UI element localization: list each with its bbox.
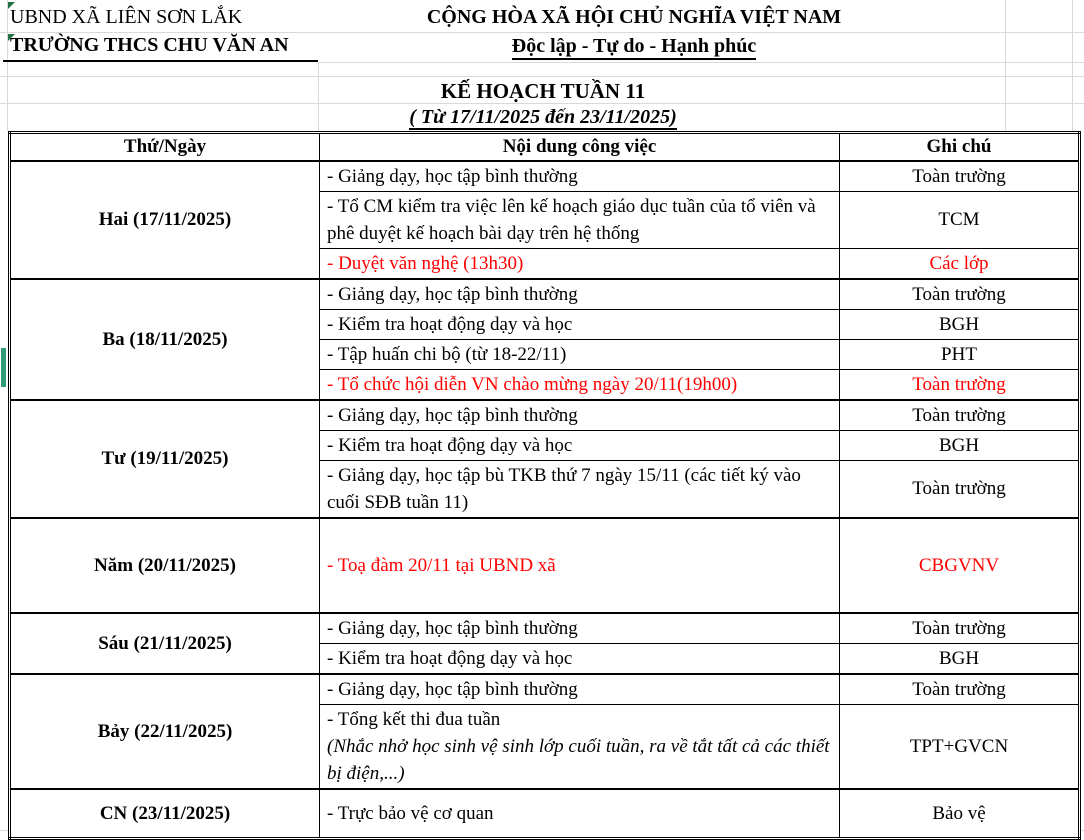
day-cell[interactable]: Năm (20/11/2025)	[10, 518, 320, 613]
task-cell[interactable]	[320, 369, 840, 400]
table-body	[10, 161, 1080, 839]
task-text: - Giảng dạy, học tập bình thường	[327, 404, 578, 426]
table-row	[10, 518, 1080, 613]
task-cell[interactable]	[320, 789, 840, 839]
column-header-content[interactable]: Nội dung công việc	[320, 133, 840, 161]
selection-indicator	[1, 348, 6, 387]
letterhead-left	[3, 3, 318, 62]
note-cell[interactable]: Các lớp	[840, 248, 1080, 279]
note-cell[interactable]: BGH	[840, 309, 1080, 339]
note-cell[interactable]: Toàn trường	[840, 460, 1080, 518]
task-cell[interactable]	[320, 430, 840, 460]
task-cell[interactable]	[320, 400, 840, 431]
weekly-plan-table	[8, 131, 1081, 840]
task-text: - Tổng kết thi đua tuần	[327, 708, 501, 730]
task-cell[interactable]	[320, 518, 840, 613]
task-text: - Toạ đàm 20/11 tại UBND xã	[327, 554, 556, 576]
task-text: - Tổ chức hội diễn VN chào mừng ngày 20/11(19h00)	[327, 373, 738, 395]
task-cell[interactable]	[320, 674, 840, 705]
table-row	[10, 789, 1080, 839]
error-triangle-icon	[8, 2, 15, 9]
table-row	[10, 279, 1080, 310]
task-text: - Duyệt văn nghệ (13h30)	[327, 252, 524, 274]
task-cell[interactable]	[320, 309, 840, 339]
task-text: - Tổ CM kiểm tra việc lên kế hoạch giáo dục tuần của tổ viên và phê duyệt kế hoạch bài dạy trên hệ thống	[327, 195, 816, 244]
task-text: - Giảng dạy, học tập bình thường	[327, 283, 578, 305]
note-cell[interactable]: BGH	[840, 430, 1080, 460]
table-row	[10, 674, 1080, 705]
note-cell[interactable]: Toàn trường	[840, 674, 1080, 705]
document-title-block	[8, 79, 1078, 129]
task-cell[interactable]	[320, 339, 840, 369]
note-cell[interactable]: Toàn trường	[840, 161, 1080, 192]
note-cell[interactable]: Toàn trường	[840, 400, 1080, 431]
national-title: CỘNG HÒA XÃ HỘI CHỦ NGHĨA VIỆT NAM	[426, 6, 842, 28]
task-cell[interactable]	[320, 248, 840, 279]
note-cell[interactable]: Bảo vệ	[840, 789, 1080, 839]
plan-date-range-text: ( Từ 17/11/2025 đến 23/11/2025)	[409, 106, 677, 128]
task-text: - Trực bảo vệ cơ quan	[327, 802, 494, 824]
task-text: - Giảng dạy, học tập bình thường	[327, 678, 578, 700]
column-header-note[interactable]: Ghi chú	[840, 133, 1080, 161]
day-cell[interactable]: Tư (19/11/2025)	[10, 400, 320, 518]
note-cell[interactable]: CBGVNV	[840, 518, 1080, 613]
note-cell[interactable]: TCM	[840, 191, 1080, 248]
error-triangle-icon	[8, 34, 15, 41]
note-cell[interactable]: BGH	[840, 643, 1080, 674]
day-cell[interactable]: Ba (18/11/2025)	[10, 279, 320, 400]
organization-name: UBND XÃ LIÊN SƠN LẮK	[10, 6, 243, 28]
table-header-row	[10, 133, 1080, 161]
task-text: - Giảng dạy, học tập bù TKB thứ 7 ngày 15/11 (các tiết ký vào cuối SĐB tuần 11)	[327, 464, 801, 513]
task-text: - Giảng dạy, học tập bình thường	[327, 165, 578, 187]
task-cell[interactable]	[320, 643, 840, 674]
note-cell[interactable]: Toàn trường	[840, 369, 1080, 400]
day-cell[interactable]: Hai (17/11/2025)	[10, 161, 320, 279]
day-cell[interactable]: Sáu (21/11/2025)	[10, 613, 320, 674]
note-cell[interactable]: Toàn trường	[840, 613, 1080, 644]
task-text: - Kiểm tra hoạt động dạy và học	[327, 647, 573, 669]
school-name: TRƯỜNG THCS CHU VĂN AN	[3, 32, 318, 62]
plan-date-range	[8, 106, 1078, 129]
table-row	[10, 400, 1080, 431]
task-cell[interactable]	[320, 279, 840, 310]
national-motto-text: Độc lập - Tự do - Hạnh phúc	[512, 35, 756, 60]
letterhead-right	[318, 4, 950, 58]
table-row	[10, 161, 1080, 192]
day-cell[interactable]: Bảy (22/11/2025)	[10, 674, 320, 789]
task-cell[interactable]	[320, 704, 840, 789]
task-cell[interactable]	[320, 613, 840, 644]
task-note-italic: (Nhắc nhở học sinh vệ sinh lớp cuối tuần, ra về tắt tất cả các thiết bị điện,...)	[327, 735, 830, 784]
task-text: - Kiểm tra hoạt động dạy và học	[327, 313, 573, 335]
note-cell[interactable]: TPT+GVCN	[840, 704, 1080, 789]
task-text: - Tập huấn chi bộ (từ 18-22/11)	[327, 343, 567, 365]
task-cell[interactable]	[320, 460, 840, 518]
task-text: - Kiểm tra hoạt động dạy và học	[327, 434, 573, 456]
task-text: - Giảng dạy, học tập bình thường	[327, 617, 578, 639]
table-row	[10, 613, 1080, 644]
national-motto	[318, 35, 950, 58]
column-header-day[interactable]: Thứ/Ngày	[10, 133, 320, 161]
task-cell[interactable]	[320, 191, 840, 248]
plan-title: KẾ HOẠCH TUẦN 11	[440, 79, 646, 103]
day-cell[interactable]: CN (23/11/2025)	[10, 789, 320, 839]
note-cell[interactable]: Toàn trường	[840, 279, 1080, 310]
gridline	[0, 76, 1084, 77]
gridline	[318, 62, 1084, 63]
task-cell[interactable]	[320, 161, 840, 192]
note-cell[interactable]: PHT	[840, 339, 1080, 369]
